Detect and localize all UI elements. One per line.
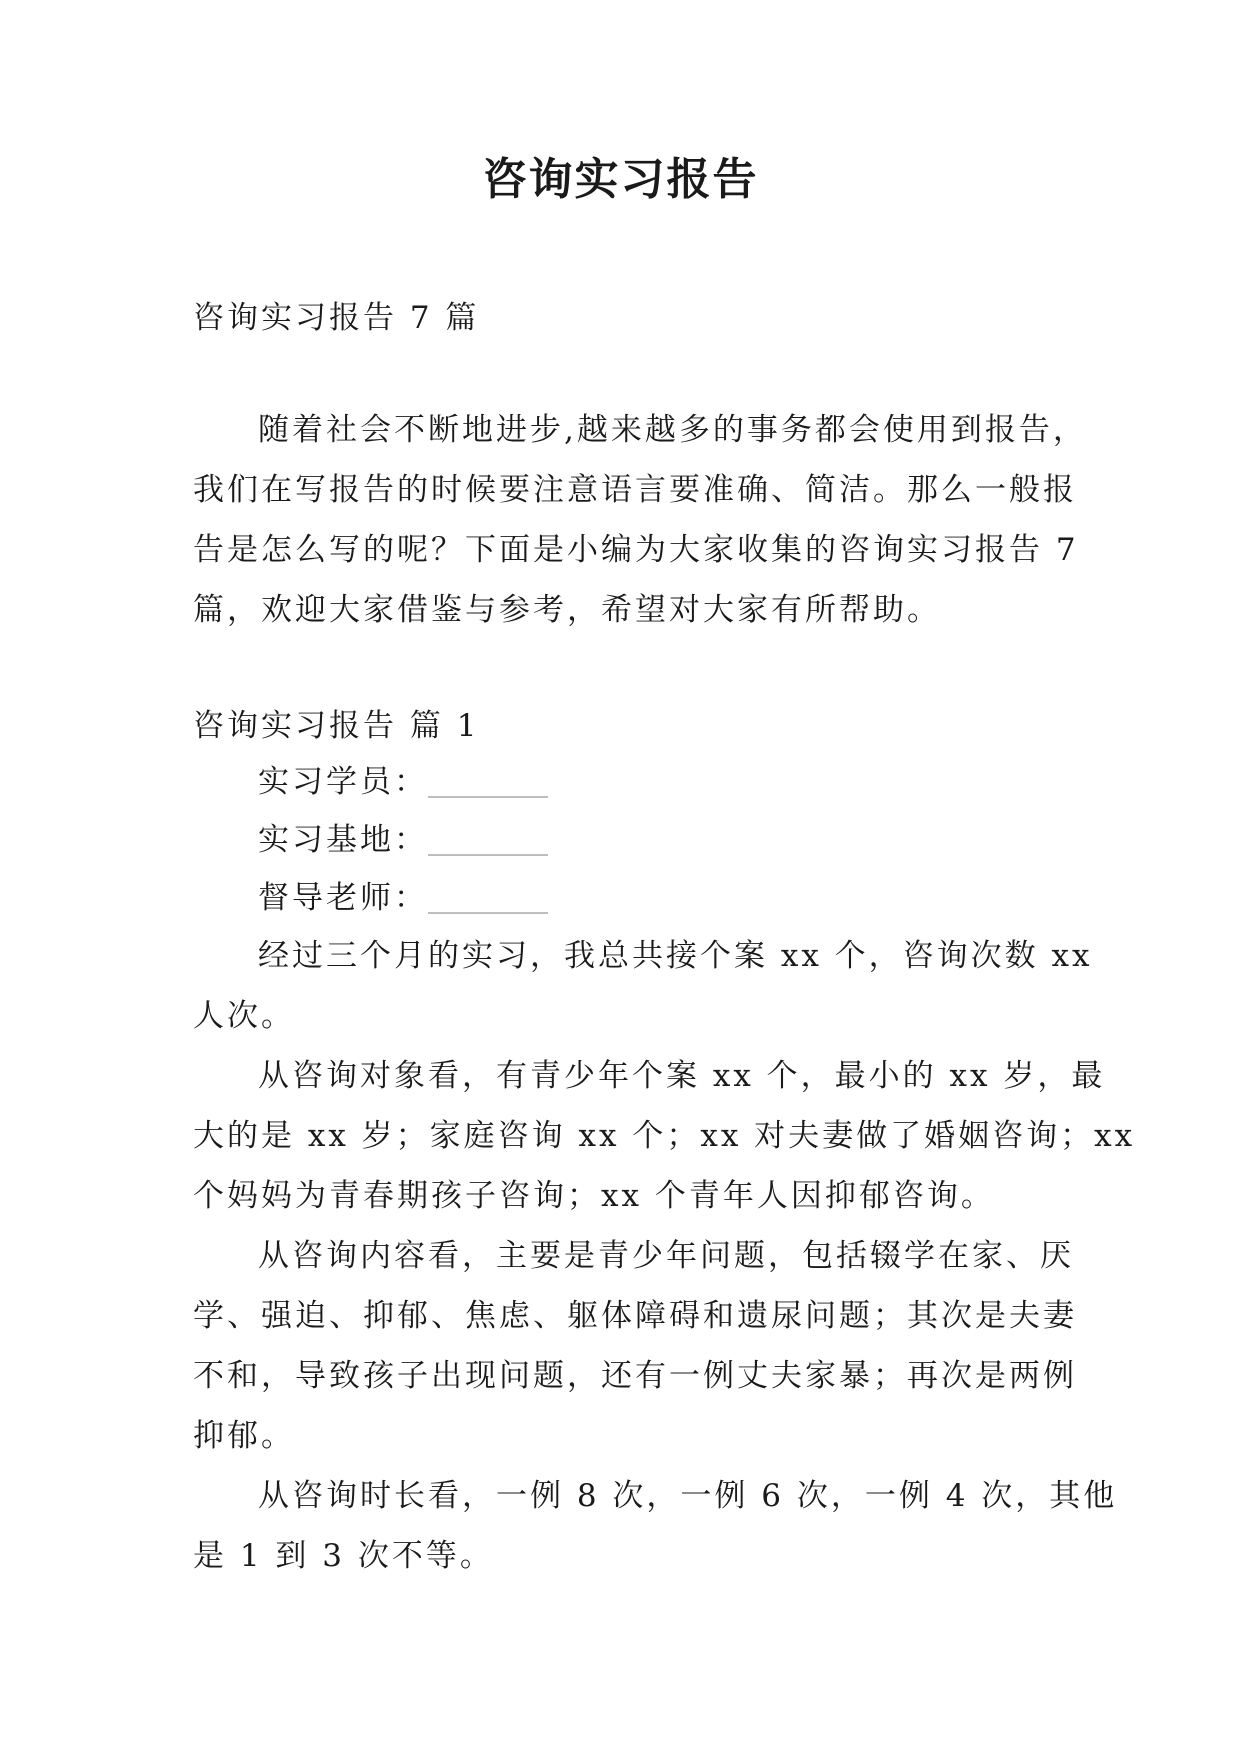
body-line: 大的是 xx 岁；家庭咨询 xx 个；xx 对夫妻做了婚姻咨询；xx [193, 1118, 1136, 1154]
field-base [258, 820, 548, 862]
body-line: 个妈妈为青春期孩子咨询；xx 个青年人因抑郁咨询。 [193, 1178, 995, 1214]
body-line: 从咨询时长看，一例 8 次，一例 6 次，一例 4 次，其他 [258, 1478, 1118, 1514]
body-line: 抑郁。 [193, 1418, 295, 1454]
field-blank: __________ [428, 886, 548, 914]
body-line: 从咨询对象看，有青少年个案 xx 个，最小的 xx 岁，最 [258, 1058, 1106, 1094]
body-line: 经过三个月的实习，我总共接个案 xx 个，咨询次数 xx [258, 938, 1093, 974]
document-title: 咨询实习报告 [482, 154, 759, 205]
body-line: 从咨询内容看，主要是青少年问题，包括辍学在家、厌 [258, 1238, 1074, 1274]
section-heading: 咨询实习报告 篇 1 [193, 708, 480, 744]
intro-line: 篇，欢迎大家借鉴与参考，希望对大家有所帮助。 [193, 592, 941, 628]
field-label: 实习基地： [258, 822, 428, 858]
body-line: 是 1 到 3 次不等。 [193, 1538, 494, 1574]
field-supervisor [258, 878, 548, 920]
intro-line: 告是怎么写的呢？下面是小编为大家收集的咨询实习报告 7 [193, 532, 1079, 568]
field-label: 督导老师： [258, 880, 428, 916]
field-trainee [258, 762, 548, 804]
field-label: 实习学员： [258, 764, 428, 800]
document-subtitle: 咨询实习报告 7 篇 [193, 300, 480, 336]
body-line: 不和，导致孩子出现问题，还有一例丈夫家暴；再次是两例 [193, 1358, 1077, 1394]
intro-line: 随着社会不断地进步,越来越多的事务都会使用到报告， [258, 412, 1087, 448]
body-line: 人次。 [193, 998, 295, 1034]
body-line: 学、强迫、抑郁、焦虑、躯体障碍和遗尿问题；其次是夫妻 [193, 1298, 1077, 1334]
intro-line: 我们在写报告的时候要注意语言要准确、简洁。那么一般报 [193, 472, 1077, 508]
field-blank: __________ [428, 828, 548, 856]
field-blank: __________ [428, 770, 548, 798]
